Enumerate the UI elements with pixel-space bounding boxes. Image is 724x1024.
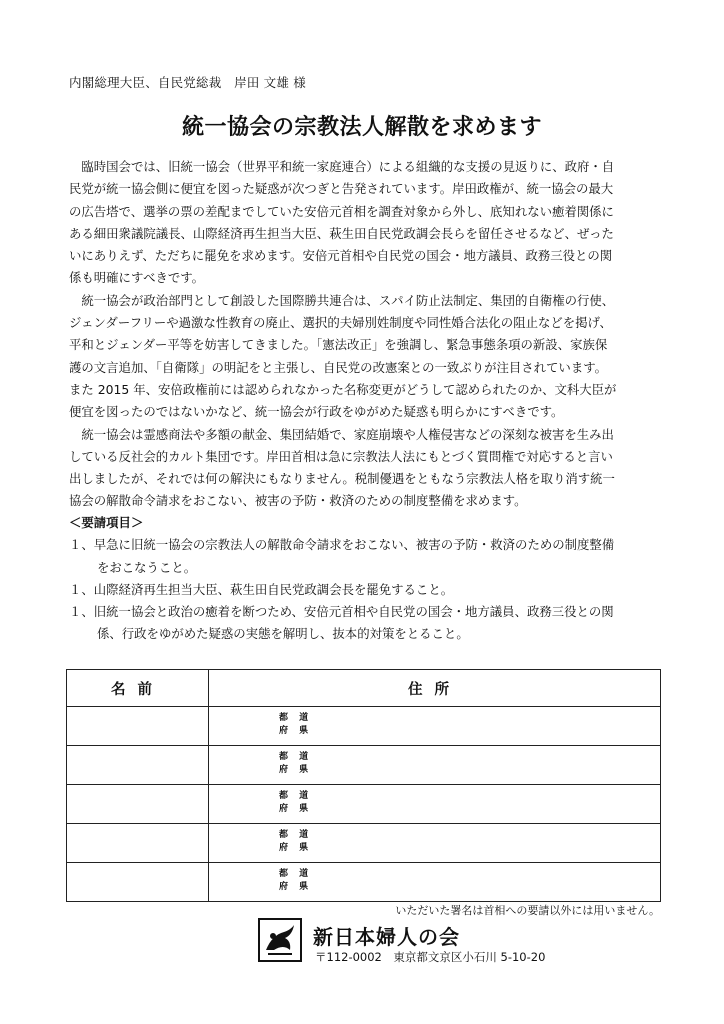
name-field[interactable] xyxy=(67,863,209,902)
signature-row xyxy=(67,863,661,902)
signature-row xyxy=(67,785,661,824)
address-field[interactable] xyxy=(209,863,661,902)
org-address: 〒112-0002 東京都文京区小石川 5-10-20 xyxy=(315,950,546,964)
demand-item-2: １、山際経済再生担当大臣、萩生田自民党政調会長を罷免すること。 xyxy=(69,581,454,597)
body-line: の広告塔で、選挙の票の差配までしていた安倍元首相を調査対象から外し、底知れない癒着関係に xyxy=(69,203,614,219)
privacy-notice: いただいた署名は首相への要請以外には用いません。 xyxy=(395,904,660,917)
prefecture-label xyxy=(209,746,660,777)
body-line: 出しましたが、それでは何の解決にもなりません。税制優遇をともなう宗教法人格を取り消す統一 xyxy=(69,471,615,487)
name-field[interactable] xyxy=(67,785,209,824)
prefecture-label xyxy=(209,707,660,738)
prefecture-label-top: 都 道 xyxy=(279,791,313,801)
body-line: いにありえず、ただちに罷免を求めます。安倍元首相や自民党の国会・地方議員、政務三役との関 xyxy=(69,248,613,264)
body-line: 護の文言追加、「自衛隊」の明記をと主張し、自民党の改憲案との一致ぶりが注目されています。 xyxy=(69,359,607,375)
addressee: 内閣総理大臣、自民党総裁 岸田 文雄 様 xyxy=(69,75,306,90)
prefecture-label xyxy=(209,824,660,855)
body-line: 臨時国会では、旧統一協会（世界平和統一家庭連合）による組織的な支援の見返りに、政府・自 xyxy=(69,159,615,174)
name-field[interactable] xyxy=(67,824,209,863)
body-text xyxy=(69,156,661,513)
demand-item-1: １、早急に旧統一協会の宗教法人の解散命令請求をおこない、被害の予防・救済のための制度整備 xyxy=(69,537,615,553)
prefecture-label-top: 都 道 xyxy=(279,713,313,723)
body-line: ある細田衆議院議長、山際経済再生担当大臣、萩生田自民党政調会長らを留任させるなど、ぜった xyxy=(69,225,614,241)
body-line: 統一協会が政治部門として創設した国際勝共連合は、スパイ防止法制定、集団的自衛権の行使、 xyxy=(69,292,615,308)
org-name: 新日本婦人の会 xyxy=(313,925,460,949)
demand-item-3-cont: 係、行政をゆがめた疑惑の実態を解明し、抜本的対策をとること。 xyxy=(97,626,469,642)
address-field[interactable] xyxy=(209,785,661,824)
dove-woman-logo-icon xyxy=(258,918,302,962)
body-line: 係も明確にすべきです。 xyxy=(69,270,205,286)
demands-heading: ＜要請項目＞ xyxy=(69,515,144,530)
body-line: 民党が統一協会側に便宜を図った疑惑が次つぎと告発されています。岸田政権が、統一協会の最大 xyxy=(69,181,614,197)
organization-block xyxy=(258,918,678,970)
signature-table-header xyxy=(67,670,661,707)
body-line: 便宜を図ったのではないかなど、統一協会が行政をゆがめた疑惑も明らかにすべきです。 xyxy=(69,404,564,420)
logo-graphic xyxy=(260,920,300,960)
prefecture-label xyxy=(209,863,660,894)
body-line: ジェンダーフリーや過激な性教育の廃止、選択的夫婦別姓制度や同性婚合法化の阻止などを掲げ、 xyxy=(69,315,612,331)
prefecture-label-bottom: 府 県 xyxy=(279,765,313,775)
demand-item-1-cont: をおこなうこと。 xyxy=(97,559,197,575)
address-field[interactable] xyxy=(209,824,661,863)
signature-row xyxy=(67,707,661,746)
prefecture-label-top: 都 道 xyxy=(279,752,313,762)
signature-table xyxy=(66,669,661,902)
prefecture-label-top: 都 道 xyxy=(279,869,313,879)
prefecture-label xyxy=(209,785,660,816)
signature-row xyxy=(67,746,661,785)
signature-row xyxy=(67,824,661,863)
name-field[interactable] xyxy=(67,746,209,785)
address-field[interactable] xyxy=(209,746,661,785)
page-title: 統一協会の宗教法人解散を求めます xyxy=(181,115,542,140)
prefecture-label-bottom: 府 県 xyxy=(279,804,313,814)
prefecture-label-top: 都 道 xyxy=(279,830,313,840)
body-line: している反社会的カルト集団です。岸田首相は急に宗教法人法にもとづく質問権で対応すると言い xyxy=(69,448,613,464)
body-line: 協会の解散命令請求をおこない、被害の予防・救済のための制度整備を求めます。 xyxy=(69,493,527,509)
header-name: 名前 xyxy=(67,670,209,707)
prefecture-label-bottom: 府 県 xyxy=(279,843,313,853)
header-address: 住所 xyxy=(209,670,661,707)
prefecture-label-bottom: 府 県 xyxy=(279,882,313,892)
body-line: また 2015 年、安倍政権前には認められなかった名称変更がどうして認められたのか、文科大臣が xyxy=(69,381,617,397)
demands-section xyxy=(69,512,669,646)
prefecture-label-bottom: 府 県 xyxy=(279,726,313,736)
address-field[interactable] xyxy=(209,707,661,746)
demand-item-3: １、旧統一協会と政治の癒着を断つため、安倍元首相や自民党の国会・地方議員、政務三役との関 xyxy=(69,604,614,620)
body-line: 平和とジェンダー平等を妨害してきました。「憲法改正」を強調し、緊急事態条項の新設、家族保 xyxy=(69,337,608,353)
body-line: 統一協会は霊感商法や多額の献金、集団結婚で、家庭崩壊や人権侵害などの深刻な被害を生み出 xyxy=(69,426,614,442)
name-field[interactable] xyxy=(67,707,209,746)
